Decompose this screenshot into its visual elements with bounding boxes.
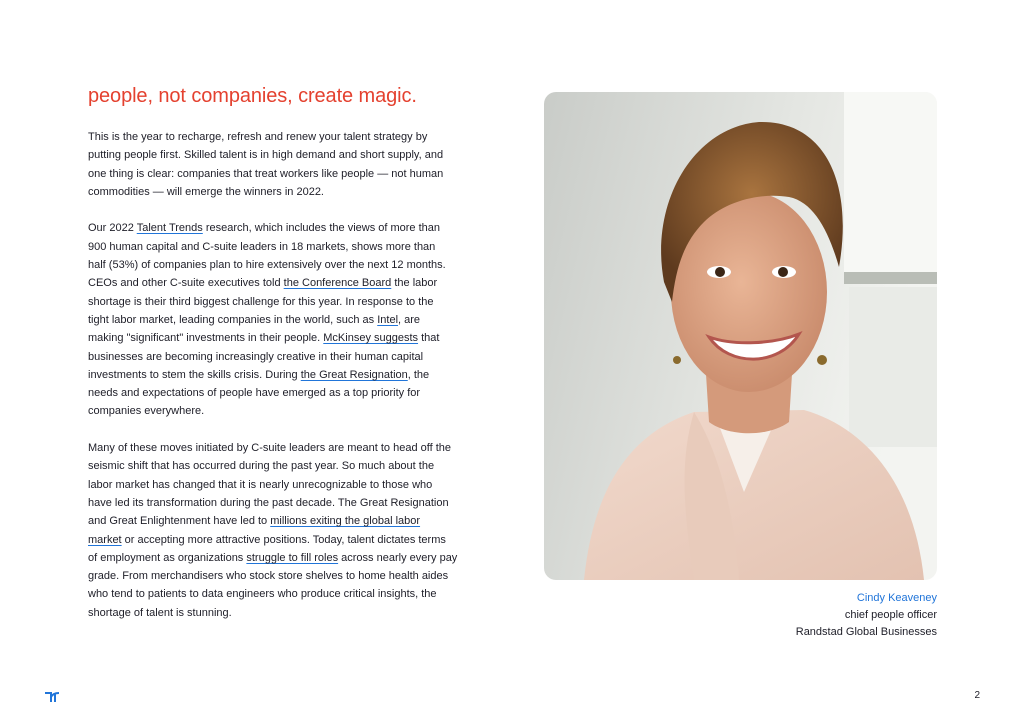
text-line: tight labor market, leading companies in the world, such as Intel, are — [88, 313, 421, 326]
inline-link[interactable]: the Conference Board — [283, 277, 392, 290]
text-line: commodities — will emerge the winners in 2022. — [88, 185, 324, 198]
inline-link[interactable]: McKinsey suggests — [323, 332, 419, 345]
body-text — [88, 128, 468, 640]
text-line: who tend to patients to data engineers who produce critical insights, the — [88, 588, 437, 601]
text-line: labor market has changed that it is nearly unrecognizable to those who — [88, 478, 433, 491]
inline-link[interactable]: millions exiting the global labor — [270, 515, 421, 528]
caption-title: chief people officer — [844, 609, 937, 621]
inline-link[interactable]: Talent Trends — [136, 222, 203, 235]
text-line: making "significant" investments in their people. McKinsey suggests that — [88, 332, 440, 345]
text-line: shortage is their third biggest challenge for this year. In response to the — [88, 295, 434, 308]
text-line: businesses are becoming increasingly creative in their human capital — [88, 350, 424, 363]
inline-link[interactable]: struggle to fill roles — [246, 551, 339, 564]
text-line: needs and expectations of people have emerged as a top priority for — [88, 387, 421, 400]
text-line: CEOs and other C-suite executives told the Conference Board the labor — [88, 277, 438, 290]
inline-link[interactable]: the Great Resignation — [300, 368, 408, 381]
caption-org: Randstad Global Businesses — [795, 626, 937, 638]
text-line: market or accepting more attractive positions. Today, talent dictates terms — [88, 533, 446, 546]
caption-name: Cindy Keaveney — [856, 592, 937, 604]
text-line: This is the year to recharge, refresh and renew your talent strategy by — [88, 131, 428, 143]
page-headline: people, not companies, create magic. — [88, 85, 417, 107]
text-line: shortage of talent is stunning. — [88, 606, 232, 619]
text-line: half (53%) of companies plan to hire extensively over the next 12 months. — [88, 259, 446, 272]
portrait-photo — [544, 92, 937, 580]
text-line: of employment as organizations struggle to fill roles across nearly every pay — [88, 551, 458, 564]
text-line: investments to stem the skills crisis. During the Great Resignation, the — [88, 368, 430, 381]
text-line: putting people first. Skilled talent is in high demand and short supply, and — [88, 149, 444, 162]
randstad-logo — [44, 690, 60, 708]
paragraph — [88, 439, 468, 622]
photo-caption — [796, 590, 937, 641]
text-line: and Great Enlightenment have led to millions exiting the global labor — [88, 515, 421, 528]
text-line: 900 human capital and C-suite leaders in 18 markets, shows more than — [88, 240, 436, 253]
text-line: seismic shift that has occurred during the past year. So much about the — [88, 460, 435, 473]
page-number: 2 — [974, 690, 980, 701]
text-line: companies everywhere. — [88, 405, 205, 418]
text-line: grade. From merchandisers who stock store shelves to home health aides — [88, 570, 449, 583]
portrait-illustration — [544, 92, 937, 580]
text-line: Our 2022 Talent Trends research, which includes the views of more than — [88, 222, 441, 235]
text-line: one thing is clear: companies that treat workers like people — not human — [88, 167, 444, 180]
text-line: have led its transformation during the past decade. The Great Resignation — [88, 496, 449, 509]
paragraph — [88, 128, 468, 201]
paragraph — [88, 219, 468, 420]
text-line: Many of these moves initiated by C-suite leaders are meant to head off the — [88, 442, 451, 455]
inline-link[interactable]: market — [88, 533, 122, 546]
inline-link[interactable]: Intel — [377, 313, 399, 326]
